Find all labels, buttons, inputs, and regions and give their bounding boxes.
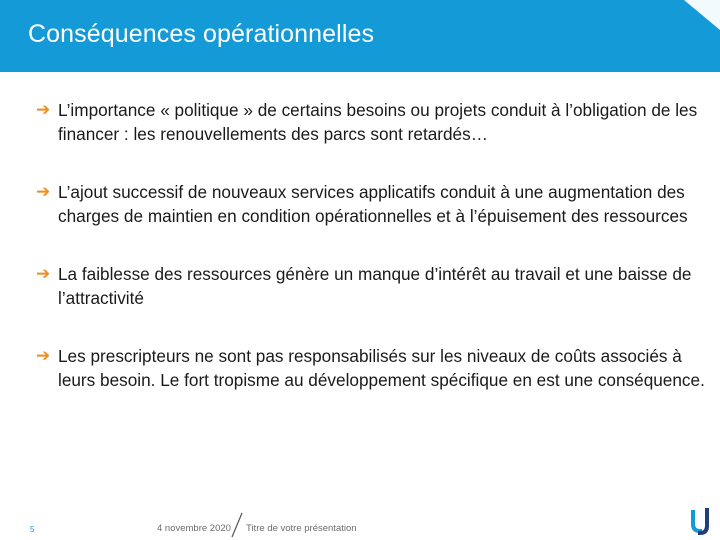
footer-date: 4 novembre 2020 <box>157 523 231 534</box>
slide-header <box>0 0 720 72</box>
bullet-text: Les prescripteurs ne sont pas responsabilisés sur les niveaux de coûts associés à leurs besoin. Le fort tropisme au développement spécifique en est une conséquence. <box>58 346 705 390</box>
right-arrow-icon: ➔ <box>36 264 51 283</box>
university-logo-icon <box>688 506 716 536</box>
right-arrow-icon: ➔ <box>36 182 51 201</box>
bullet-text: L’ajout successif de nouveaux services applicatifs conduit à une augmentation des charges de maintien en condition opérationnelles et à l’épuisement des ressources <box>58 182 688 226</box>
corner-fold-icon <box>684 0 720 30</box>
right-arrow-icon: ➔ <box>36 346 51 365</box>
bullet-item <box>36 180 708 228</box>
bullet-list <box>36 98 708 392</box>
bullet-text: La faiblesse des ressources génère un manque d’intérêt au travail et une baisse de l’attractivité <box>58 264 692 308</box>
slash-divider-icon <box>230 512 244 538</box>
bullet-item <box>36 344 708 392</box>
bullet-item <box>36 98 708 146</box>
slide-title: Conséquences opérationnelles <box>28 20 375 48</box>
bullet-item <box>36 262 708 310</box>
right-arrow-icon: ➔ <box>36 100 51 119</box>
footer-presentation-title: Titre de votre présentation <box>246 523 357 534</box>
bullet-text: L’importance « politique » de certains besoins ou projets conduit à l’obligation de les financer : les renouvellements des parcs sont retardés… <box>58 100 698 144</box>
page-number: 5 <box>30 525 35 534</box>
